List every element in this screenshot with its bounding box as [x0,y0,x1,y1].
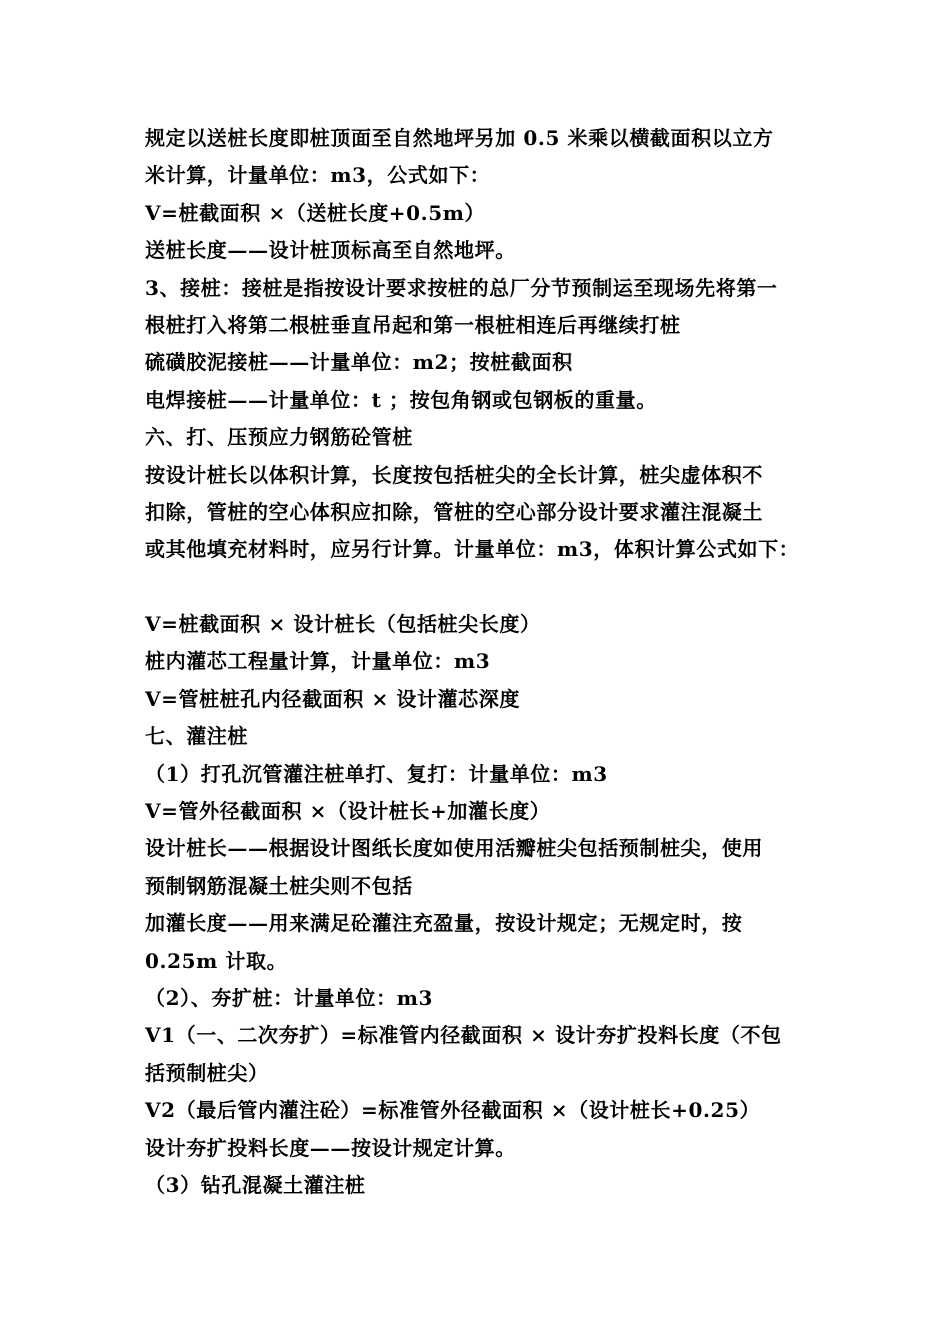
text-line: 或其他填充材料时，应另行计算。计量单位：m3，体积计算公式如下： [145,537,800,562]
text-line: 预制钢筋混凝土桩尖则不包括 [145,873,413,898]
text-line: 电焊接桩——计量单位：t ；按包角钢或包钢板的重量。 [145,387,657,412]
formula-line: V=管外径截面积 ×（设计桩长+加灌长度） [145,799,551,824]
text-line: 设计夯扩投料长度——按设计规定计算。 [145,1135,516,1160]
text-line: 规定以送桩长度即桩顶面至自然地坪另加 0.5 米乘以横截面积以立方 [145,126,774,150]
formula-line: V=桩截面积 × 设计桩长（包括桩尖长度） [145,612,541,637]
text-line: 0.25m 计取。 [145,948,288,973]
subsection-heading: （3）钻孔混凝土灌注桩 [145,1172,366,1197]
document-body [145,120,825,1204]
text-line: 加灌长度——用来满足砼灌注充盈量，按设计规定；无规定时，按 [145,911,743,936]
text-line: 硫磺胶泥接桩——计量单位：m2；按桩截面积 [145,350,573,375]
formula-line: V=管桩桩孔内径截面积 × 设计灌芯深度 [145,686,520,711]
text-line: 3、接桩：接桩是指按设计要求按桩的总厂分节预制运至现场先将第一 [145,275,778,300]
text-line: 扣除，管桩的空心体积应扣除，管桩的空心部分设计要求灌注混凝土 [145,499,763,524]
text-line: 括预制桩尖） [145,1060,269,1085]
formula-line: V2（最后管内灌注砼）=标准管外径截面积 ×（设计桩长+0.25） [145,1098,761,1123]
subsection-heading: （2）、夯扩桩：计量单位：m3 [145,985,433,1010]
text-line: 根桩打入将第二根桩垂直吊起和第一根桩相连后再继续打桩 [145,312,681,337]
formula-line: V=桩截面积 ×（送桩长度+0.5m） [145,200,486,225]
section-heading: 七、灌注桩 [145,724,248,749]
section-heading: 六、打、压预应力钢筋砼管桩 [145,425,413,450]
text-line: 米计算，计量单位：m3，公式如下： [145,163,491,188]
text-line: 按设计桩长以体积计算，长度按包括桩尖的全长计算，桩尖虚体积不 [145,462,763,487]
text-line: 设计桩长——根据设计图纸长度如使用活瓣桩尖包括预制桩尖，使用 [145,836,763,861]
text-line: 桩内灌芯工程量计算，计量单位：m3 [145,649,491,674]
formula-line: V1（一、二次夯扩）=标准管内径截面积 × 设计夯扩投料长度（不包 [145,1023,782,1048]
text-line: 送桩长度——设计桩顶标高至自然地坪。 [145,238,516,263]
subsection-heading: （1）打孔沉管灌注桩单打、复打：计量单位：m3 [145,761,608,786]
blank-line [145,569,825,606]
